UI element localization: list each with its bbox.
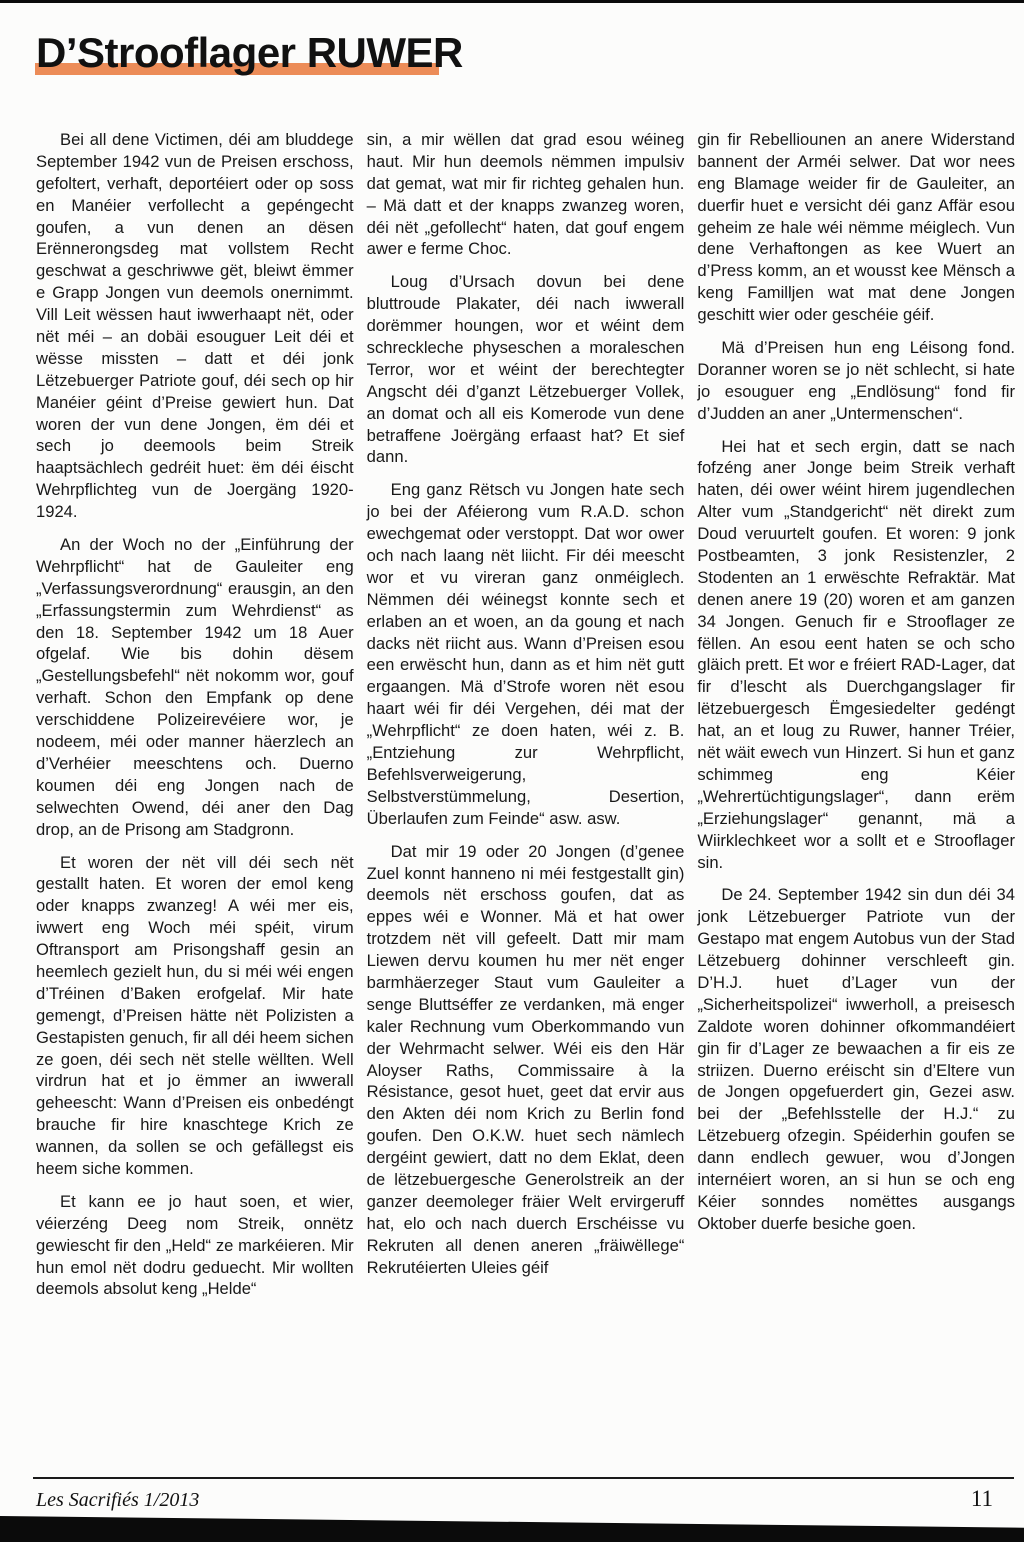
- article-header: [36, 29, 986, 82]
- paragraph: De 24. September 1942 sin dun déi 34 jonk Lëtzebuerger Patriote vun der Gestapo mat engem Autobus vun der Stad Lëtzebuerg dohinner verschleeft gin. D’H.J. huet d’Lager vun der „Sicherheitspolizei“ iwwerholl, a preisesch Zaldote woren dohinner ofkommandéiert gin fir d’Lager ze bewaachen a fir eis ze striizen. Duerno eréischt sin d’Eltere vun de Jongen opgefuerdert gin, Gezei asw. bei der „Befehlsstelle der H.J.“ zu Lëtzebuerg ofzegin. Spéiderhin goufen se dann endlech gewuer, wou d’Jongen internéiert woren, an si hun se och eng Kéier sonndes nomëttes ausgangs Oktober duerfe besiche goen.: [697, 885, 1016, 1233]
- article-title: D’Strooflager RUWER: [36, 29, 463, 76]
- paragraph: Eng ganz Rëtsch vu Jongen hate sech jo bei der Aféierong vum R.A.D. schon ewechgemat oder verstoppt. Dat wor ower och nach laang nët liicht. Fir déi meescht wor et vu vireran ganz onméiglech. Nëmmen déi wéinegst konnte sech et erlaben an et woen, an da goung et nach dacks nët riicht aus. Wann d’Preisen esou een erwëscht hun, dann as et him nët gutt ergaangen. Mä d’Strofe woren nët esou haart wéi fir déi Vergehen, déi mat der „Wehrpflicht“ ze doen haten, wéi z. B. „Entziehung zur Wehrpflicht, Befehlsverweigerung, Selbstverstümmelung, Desertion, Überlaufen zum Feinde“ asw. asw.: [366, 480, 685, 828]
- scan-edge-bottom: [0, 1516, 1024, 1542]
- paragraph: Bei all dene Victimen, déi am bluddege September 1942 vun de Preisen erschoss, gefoltert, verhaft, deportéiert oder op soss en Manéier verfollecht a gepéngecht goufen, a vun denen an dësen Erënnerongsdeg mat vollstem Recht geschwat a geschriwwe gët, bleiwt ëmmer e Grapp Jongen vun deemols onernimmt. Vill Leit wëssen haut iwwerhaapt nët, oder nët méi – an dobäi esouguer Leit déi et wësse missten – datt et déi jonk Lëtzebuerger Patriote gouf, déi sech op hir Manéier géint d’Preise gewiert hun. Dat woren der vun dene Jongen, ëm déi et sech jo deemools beim Streik haaptsächlech gedréit huet: ëm déi éischt Wehrpflichteg vun de Joergäng 1920-1924.: [36, 130, 354, 522]
- paragraph: Et kann ee jo haut soen, et wier, véierzéng Deeg nom Streik, onnëtz gewiescht fir den „Held“ ze markéieren. Mir hun emol nët dodru geduecht. Mir wollten deemols absolut keng „Helde“: [36, 1191, 354, 1299]
- page-footer: [33, 1477, 1014, 1512]
- paragraph: Loug d’Ursach dovun bei dene bluttroude Plakater, déi nach iwwerall dorëmmer houngen, wor et wéint dem schreckleche physeschen a moraleschen Terror, wor et wéint der berechtegter Angscht déi d’ganzt Lëtzebuerger Vollek, an domat och all eis Komerode vun dene betraffene Joërgäng erfaast hat? Et sief dann.: [366, 272, 685, 467]
- paragraph-continuation: sin, a mir wëllen dat grad esou wéineg haut. Mir hun deemols nëmmen impulsiv dat gemat, wat mir fir richteg gehalen hun. – Mä datt et der knapps zwanzeg woren, déi nët „gefollecht“ haten, dat gouf engem awer e ferme Choc.: [366, 130, 685, 259]
- paragraph-continuation: gin fir Rebelliounen an anere Widerstand bannent der Arméi selwer. Dat wor nees eng Blamage weider fir de Gauleiter, an duerfir huet e versicht déi ganz Affär esou geheim ze hale wéi nëmme méiglech. Vun dene Verhaftongen as kee Wuert an d’Press komm, an et wousst kee Mënsch a keng Familljen wat mat dene Jongen geschitt wier oder geschéie géif.: [697, 130, 1016, 325]
- footer-row: [33, 1486, 1014, 1512]
- paragraph: Hei hat et sech ergin, datt se nach fofzéng aner Jonge beim Streik verhaft haten, déi ower wéint hirem jugendlechen Alter vum „Standgericht“ nët direkt zum Doud veruurtelt goufen. Et woren: 9 jonk Postbeamten, 3 jonk Resistenzler, 2 Stodenten an 1 erwëschte Refraktär. Mat denen anere 19 (20) woren et am ganzen 34 Jongen. Genuch fir e Strooflager ze fëllen. An esou eent haten se och scho gläich prett. Et wor e fréiert RAD-Lager, dat fir d’lescht als Duerchgangslager fir lëtzebuergesch Ëmgesiedelter gedéngt hat, an et loug zu Ruwer, hanner Tréier, nët wäit ewech vun Hinzert. Si hun et ganz schimmeg eng Kéier „Wehrertüchtigungslager“, dann erëm „Erziehungslager“ genannt, mä a Wiirklechkeet wor a sollt et e Strooflager sin.: [697, 436, 1016, 872]
- paragraph: Dat mir 19 oder 20 Jongen (d’genee Zuel konnt hanneno ni méi festgestallt gin) deemols nët erschoss goufen, dat as eppes wéi e Wonner. Mä et hat ower trotzdem nët vill gefeelt. Datt mir mam Liewen dervu koumen hu mer nët enger barmhäerzeger Staut vum Gauleiter a senge Bluttséffer ze verdanken, mä enger kaler Rechnung vum Oberkommando vun der Wehrmacht selwer. Wéi eis den Här Aloyser Raths, Commissaire à la Résistance, gesot huet, geet dat ervir aus den Akten déi nom Krich zu Berlin fond goufen. Den O.K.W. huet sech nämlech dergéint gewiert, datt no dem Eklat, deen de lëtzebuergesche Generolstreik an der ganzer deemoleger fräier Welt ervirgeruff hat, elo och nach duerch Erschéisse vu Rekruten all denen aneren „fräiwëllege“ Rekrutéierten Uleies géif: [366, 841, 685, 1277]
- text-column-2: [367, 129, 685, 1311]
- journal-title: Les Sacrifiés 1/2013: [36, 1489, 200, 1511]
- paragraph: An der Woch no der „Einführung der Wehrpflicht“ hat de Gauleiter eng „Verfassungsverordnung“ erausgin, an den „Erfassungstermin zum Wehrdienst“ as den 18. September 1942 um 18 Auer ofgelaf. Wie bis dohin dësem „Gestellungsbefehl“ nët nokomm wor, gouf verhaft. Schon den Empfank op dene verschiddene Polizeirevéiere wor, je nodeem, méi oder manner häerzlech an d’Verhéier meeschtens och. Duerno koumen déi eng Jongen nach de selwechten Owend, déi aner den Dag drop, an de Prisong am Stadgronn.: [36, 535, 354, 839]
- text-column-3: [697, 129, 1015, 1311]
- footer-rule: [33, 1477, 1014, 1479]
- text-column-1: [36, 129, 354, 1311]
- article-body: [36, 129, 1015, 1311]
- paragraph: Et woren der nët vill déi sech nët gestallt haten. Et woren der emol keng oder knapps zwanzeg! A wéi mer eis, iwwert eng Woch méi spéit, virum Oftransport am Prisongshaff gesin an heemlech gezielt hun, du si méi wéi engen d’Tréinen d’Baken erofgelaf. Mir hate gemengt, d’Preisen hätte nët Polizisten a Gestapisten genuch, fir all déi heem sichen ze goen, déi sech nët stelle wëllten. Well virdrun hat et jo ëmmer an iwwerall geheescht: Wann d’Preisen eis onbedéngt brauche fir hire knaschtege Krich ze wannen, da sollen se och gefällegst eis heem siche kommen.: [36, 852, 354, 1178]
- page-number: 11: [970, 1486, 993, 1511]
- paragraph: Mä d’Preisen hun eng Léisong fond. Doranner woren se jo nët schlecht, si hate jo esouguer eng „Endlösung“ fond fir d’Judden an aner „Untermenschen“.: [697, 338, 1016, 423]
- scan-edge-top: [0, 0, 1024, 3]
